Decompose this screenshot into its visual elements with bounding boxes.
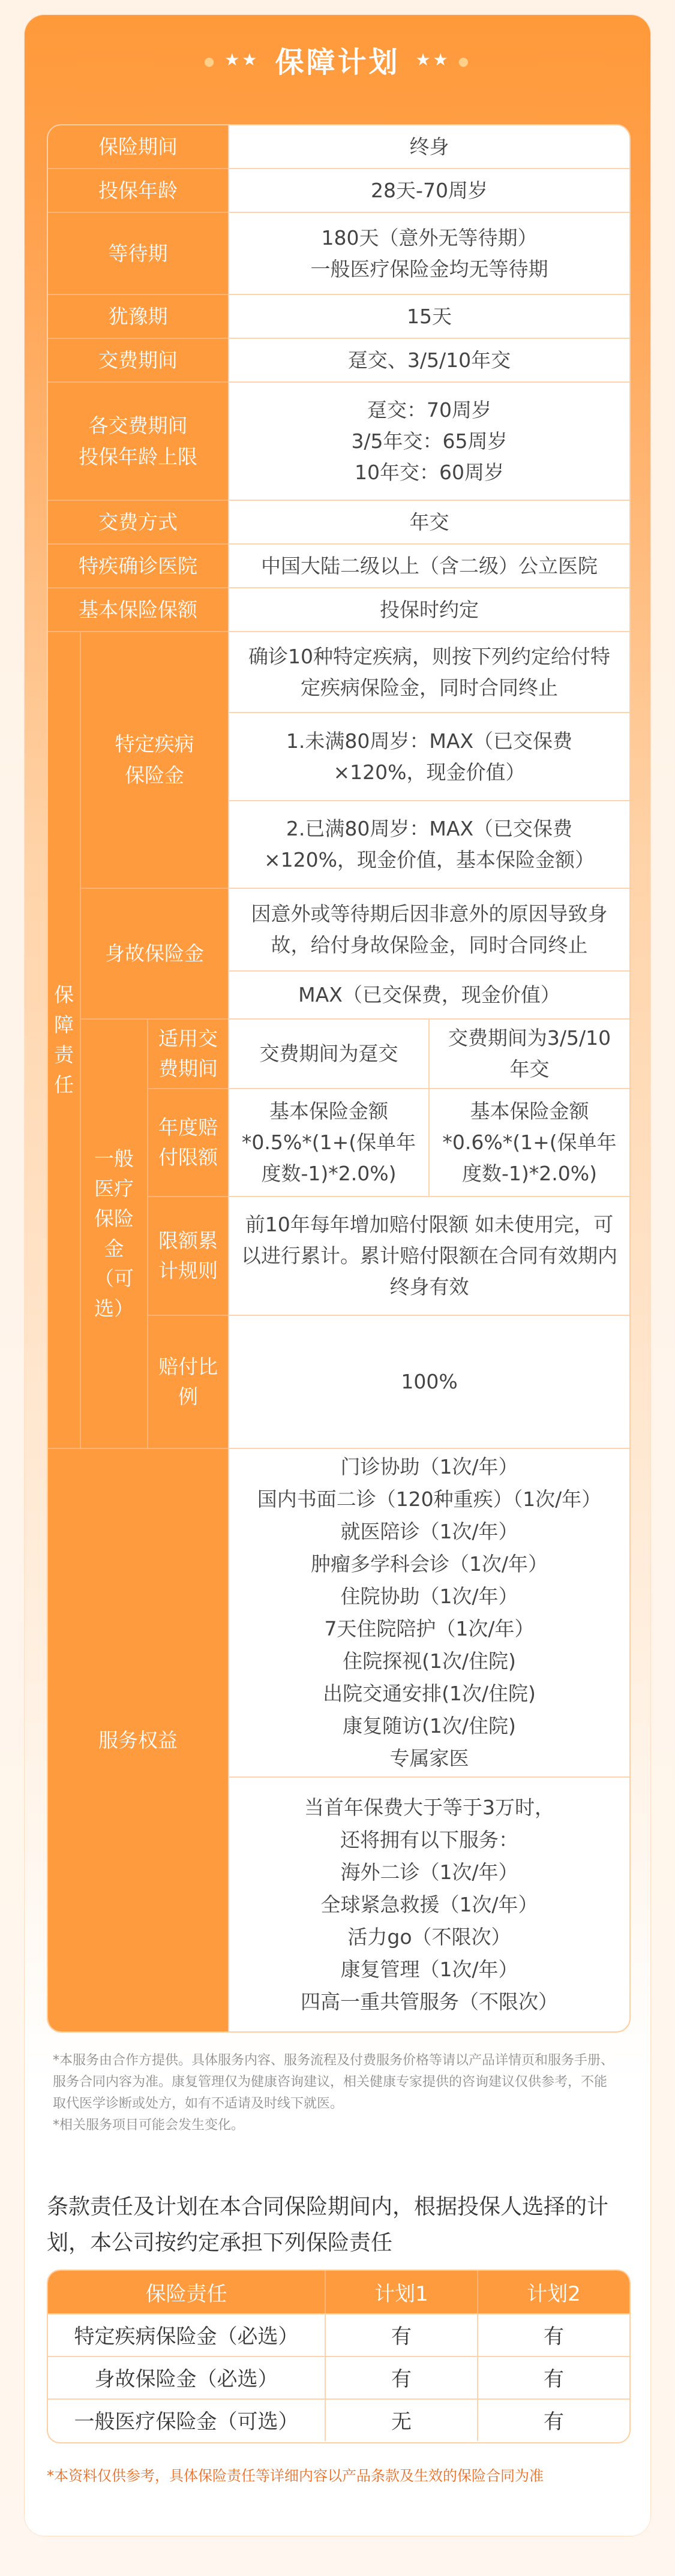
service-item: 门诊协助（1次/年） [340,1455,518,1478]
plan-row-plan2: 有 [477,2313,629,2356]
plan-row-plan1: 有 [325,2356,477,2398]
service-item: 出院交通安排(1次/住院) [323,1682,536,1705]
pay-period-label: 交费期间 [48,339,228,383]
service-item: 四高一重共管服务（不限次） [301,1989,558,2013]
hospital-label: 特疾确诊医院 [48,545,228,588]
grace-value: 15天 [228,295,629,339]
pay-method-label: 交费方式 [48,501,228,545]
period-label: 保险期间 [48,125,228,169]
gm-acc-text: 前10年每年增加赔付限额 如未使用完，可以进行累计。累计赔付限额在合同有效期内终身有效 [228,1197,629,1316]
plan-row-liability: 一般医疗保险金（可选） [74,2410,299,2434]
gm-label [81,1020,147,1449]
liability-group-text: 保障责任 [54,983,74,1096]
wait-value-line-1: 180天（意外无等待期） [321,226,538,250]
page-title: 保障计划 [275,45,400,79]
services-label: 服务权益 [48,1449,228,2031]
wait-value [228,213,629,295]
plan-row-plan1: 无 [325,2398,477,2441]
sd-label [81,632,228,889]
gm-acc-label: 限额累计规则 [147,1197,228,1316]
gm-ratio-value: 100% [228,1316,629,1449]
plan-header-plan1: 计划1 [325,2271,477,2313]
liability-group-label [48,632,81,1449]
period-value: 终身 [228,125,629,169]
gm-pay-regular: 交费期间为3/5/10年交 [428,1020,629,1089]
gm-limit-label: 年度赔付限额 [147,1089,228,1197]
service-item: 康复随访(1次/住院) [343,1714,516,1738]
pay-period-value: 趸交、3/5/10年交 [228,339,629,383]
disclaimer: *本资料仅供参考，具体保险责任等详细内容以产品条款及生效的保险合同为准 [47,2467,544,2484]
gm-pay-single: 交费期间为趸交 [228,1020,428,1089]
service-item: 住院协助（1次/年） [340,1585,518,1608]
service-item: 当首年保费大于等于3万时， [304,1795,554,1819]
plan-row-liability: 特定疾病保险金（必选） [74,2325,299,2349]
plan-header-liability: 保险责任 [145,2282,227,2306]
max-age-label-line-1: 各交费期间 [88,413,188,437]
base-amount-label: 基本保险保额 [48,588,228,632]
plan-table [47,2270,631,2443]
sd-text-2: 1.未满80周岁：MAX（已交保费×120%，现金价值） [228,713,629,801]
max-age-label-line-2: 投保年龄上限 [79,444,197,468]
sd-text-3: 2.已满80周岁：MAX（已交保费×120%，现金价值，基本保险金额） [228,801,629,889]
service-item: 康复管理（1次/年） [340,1957,518,1981]
max-age-35: 3/5年交：65周岁 [351,429,508,453]
pay-method-value: 年交 [228,501,629,545]
gm-pay-label: 适用交费期间 [147,1020,228,1089]
age-value: 28天-70周岁 [228,169,629,213]
wait-label: 等待期 [48,213,228,295]
service-item: 海外二诊（1次/年） [340,1860,518,1884]
max-age-single: 趸交：70周岁 [367,398,491,422]
gm-ratio-label: 赔付比例 [147,1316,228,1449]
sd-label-line-1: 特定疾病 [115,732,194,756]
service-notes [53,2050,617,2136]
max-age-value [228,383,629,501]
gm-limit-regular: 基本保险金额*0.6%*(1+(保单年度数-1)*2.0%) [428,1089,629,1197]
max-age-10: 10年交：60周岁 [355,460,504,484]
service-item: 7天住院陪护（1次/年） [324,1617,535,1640]
sd-label-line-2: 保险金 [125,764,184,787]
service-item: 就医陪诊（1次/年） [340,1520,518,1543]
plan-row-plan2: 有 [477,2356,629,2398]
service-item: 住院探视(1次/住院) [343,1649,516,1673]
death-text-1: 因意外或等待期后因非意外的原因导致身故，给付身故保险金，同时合同终止 [228,889,629,972]
service-item: 全球紧急救援（1次/年） [320,1892,538,1916]
plan-row-plan2: 有 [477,2398,629,2441]
service-note-1: *本服务由合作方提供。具体服务内容、服务流程及付费服务价格等请以产品详情页和服务手册、服务合同内容为准。康复管理仅为健康咨询建议，相关健康专家提供的咨询建议仅供参考，不能取代医学诊断或处方，如有不适请及时线下就医。 [53,2053,614,2111]
plan-row-plan1: 有 [325,2313,477,2356]
table-row [48,2356,629,2400]
age-label: 投保年龄 [48,169,228,213]
title-bar [24,14,651,104]
decor-stars-left: ● ★★ [203,49,260,70]
service-item: 肿瘤多学科会诊（1次/年） [310,1552,548,1576]
coverage-table [47,124,631,2033]
death-text-2: MAX（已交保费，现金价值） [228,972,629,1020]
gm-limit-single: 基本保险金额*0.5%*(1+(保单年度数-1)*2.0%) [228,1089,428,1197]
plan-row-liability: 身故保险金（必选） [94,2367,278,2391]
service-item: 活力go（不限次） [347,1925,511,1949]
decor-stars-right: ★★ ● [415,49,472,70]
plan-table-header [48,2271,629,2315]
base-amount-value: 投保时约定 [228,588,629,632]
hospital-value: 中国大陆二级以上（含二级）公立医院 [228,545,629,588]
sd-text-1: 确诊10种特定疾病，则按下列约定给付特定疾病保险金，同时合同终止 [228,632,629,713]
service-item: 还将拥有以下服务： [340,1827,518,1851]
death-label: 身故保险金 [81,889,228,1020]
service-note-2: *相关服务项目可能会发生变化。 [53,2118,245,2133]
service-item: 国内书面二诊（120种重疾）（1次/年） [257,1487,602,1511]
grace-label: 犹豫期 [48,295,228,339]
gm-label-text: 一般医疗保险金（可选） [94,1147,134,1320]
plan-intro: 条款责任及计划在本合同保险期间内，根据投保人选择的计划，本公司按约定承担下列保险责任 [47,2195,609,2255]
table-row [48,2313,629,2357]
service-item: 专属家医 [389,1747,469,1770]
table-row [48,2398,629,2441]
plan-header-plan2: 计划2 [477,2271,629,2313]
max-age-label [48,383,228,501]
services-list-1 [228,1449,629,1778]
wait-value-line-2: 一般医疗保险金均无等待期 [310,257,548,281]
services-list-2 [228,1778,629,2031]
